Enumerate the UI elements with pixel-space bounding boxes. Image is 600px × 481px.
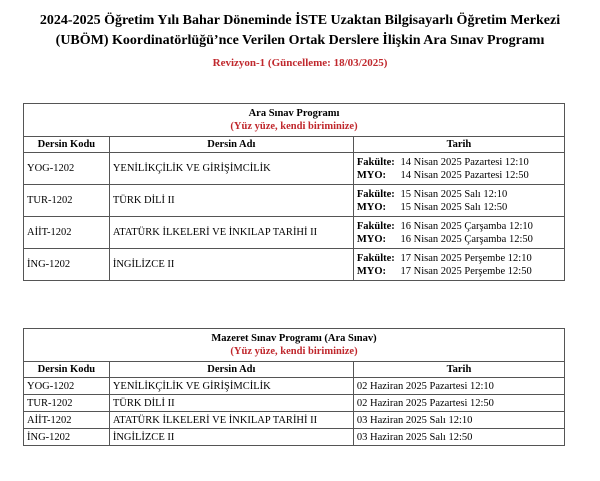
column-header-name: Dersin Adı bbox=[109, 137, 353, 153]
course-name: ATATÜRK İLKELERİ VE İNKILAP TARİHİ II bbox=[109, 412, 353, 429]
course-code: TUR-1202 bbox=[24, 185, 110, 217]
revision-note: Revizyon-1 (Güncelleme: 18/03/2025) bbox=[212, 57, 388, 69]
course-code: İNG-1202 bbox=[24, 249, 110, 281]
title-line-2: (UBÖM) Koordinatörlüğü’nce Verilen Ortak Derslere İlişkin Ara Sınav Programı bbox=[55, 33, 545, 48]
course-code: AİİT-1202 bbox=[24, 412, 110, 429]
midterm-table-header bbox=[24, 104, 565, 137]
myo-date-line bbox=[357, 233, 561, 246]
myo-date: 15 Nisan 2025 Salı 12:50 bbox=[400, 202, 508, 213]
faculty-date: 16 Nisan 2025 Çarşamba 12:10 bbox=[400, 221, 533, 232]
myo-label: MYO: bbox=[356, 234, 387, 245]
myo-label: MYO: bbox=[356, 170, 387, 181]
exam-date: 03 Haziran 2025 Salı 12:10 bbox=[353, 412, 564, 429]
myo-date: 14 Nisan 2025 Pazartesi 12:50 bbox=[400, 170, 529, 181]
makeup-table bbox=[23, 328, 565, 446]
faculty-date: 14 Nisan 2025 Pazartesi 12:10 bbox=[400, 157, 529, 168]
title-line-1: 2024-2025 Öğretim Yılı Bahar Döneminde İSTE Uzaktan Bilgisayarlı Öğretim Merkezi bbox=[39, 13, 561, 28]
document-title bbox=[0, 11, 600, 51]
faculty-date-line bbox=[357, 156, 561, 169]
exam-dates bbox=[353, 153, 564, 185]
myo-date-line bbox=[357, 265, 561, 278]
exam-dates bbox=[353, 185, 564, 217]
exam-date: 03 Haziran 2025 Salı 12:50 bbox=[353, 429, 564, 446]
column-header-name: Dersin Adı bbox=[109, 362, 353, 378]
table-row bbox=[24, 249, 565, 281]
table-row bbox=[24, 378, 565, 395]
course-name: YENİLİKÇİLİK VE GİRİŞİMCİLİK bbox=[109, 378, 353, 395]
faculty-date: 15 Nisan 2025 Salı 12:10 bbox=[400, 189, 508, 200]
midterm-subtitle: (Yüz yüze, kendi biriminize) bbox=[230, 121, 358, 132]
faculty-date-line bbox=[357, 188, 561, 201]
course-name: YENİLİKÇİLİK VE GİRİŞİMCİLİK bbox=[109, 153, 353, 185]
makeup-title: Mazeret Sınav Programı (Ara Sınav) bbox=[211, 333, 377, 344]
course-code: YOG-1202 bbox=[24, 153, 110, 185]
course-name: İNGİLİZCE II bbox=[109, 249, 353, 281]
faculty-label: Fakülte: bbox=[356, 157, 395, 168]
myo-label: MYO: bbox=[356, 266, 387, 277]
midterm-table bbox=[23, 103, 565, 281]
table-row bbox=[24, 217, 565, 249]
faculty-label: Fakülte: bbox=[356, 221, 395, 232]
makeup-column-headers bbox=[24, 362, 565, 378]
course-name: ATATÜRK İLKELERİ VE İNKILAP TARİHİ II bbox=[109, 217, 353, 249]
column-header-date: Tarih bbox=[353, 137, 564, 153]
myo-label: MYO: bbox=[356, 202, 387, 213]
faculty-date-line bbox=[357, 252, 561, 265]
makeup-subtitle: (Yüz yüze, kendi biriminize) bbox=[230, 346, 358, 357]
myo-date: 16 Nisan 2025 Çarşamba 12:50 bbox=[400, 234, 533, 245]
table-row bbox=[24, 153, 565, 185]
course-name: TÜRK DİLİ II bbox=[109, 185, 353, 217]
myo-date: 17 Nisan 2025 Perşembe 12:50 bbox=[400, 266, 532, 277]
column-header-code: Dersin Kodu bbox=[24, 137, 110, 153]
makeup-table-header bbox=[24, 329, 565, 362]
exam-date: 02 Haziran 2025 Pazartesi 12:50 bbox=[353, 395, 564, 412]
course-name: İNGİLİZCE II bbox=[109, 429, 353, 446]
course-name: TÜRK DİLİ II bbox=[109, 395, 353, 412]
column-header-date: Tarih bbox=[353, 362, 564, 378]
faculty-date: 17 Nisan 2025 Perşembe 12:10 bbox=[400, 253, 532, 264]
course-code: İNG-1202 bbox=[24, 429, 110, 446]
course-code: TUR-1202 bbox=[24, 395, 110, 412]
table-row bbox=[24, 185, 565, 217]
midterm-column-headers bbox=[24, 137, 565, 153]
faculty-label: Fakülte: bbox=[356, 253, 395, 264]
column-header-code: Dersin Kodu bbox=[24, 362, 110, 378]
faculty-label: Fakülte: bbox=[356, 189, 395, 200]
myo-date-line bbox=[357, 201, 561, 214]
table-row bbox=[24, 412, 565, 429]
table-row bbox=[24, 395, 565, 412]
table-row bbox=[24, 429, 565, 446]
exam-dates bbox=[353, 249, 564, 281]
course-code: YOG-1202 bbox=[24, 378, 110, 395]
faculty-date-line bbox=[357, 220, 561, 233]
course-code: AİİT-1202 bbox=[24, 217, 110, 249]
exam-dates bbox=[353, 217, 564, 249]
myo-date-line bbox=[357, 169, 561, 182]
exam-date: 02 Haziran 2025 Pazartesi 12:10 bbox=[353, 378, 564, 395]
midterm-title: Ara Sınav Programı bbox=[248, 108, 340, 119]
